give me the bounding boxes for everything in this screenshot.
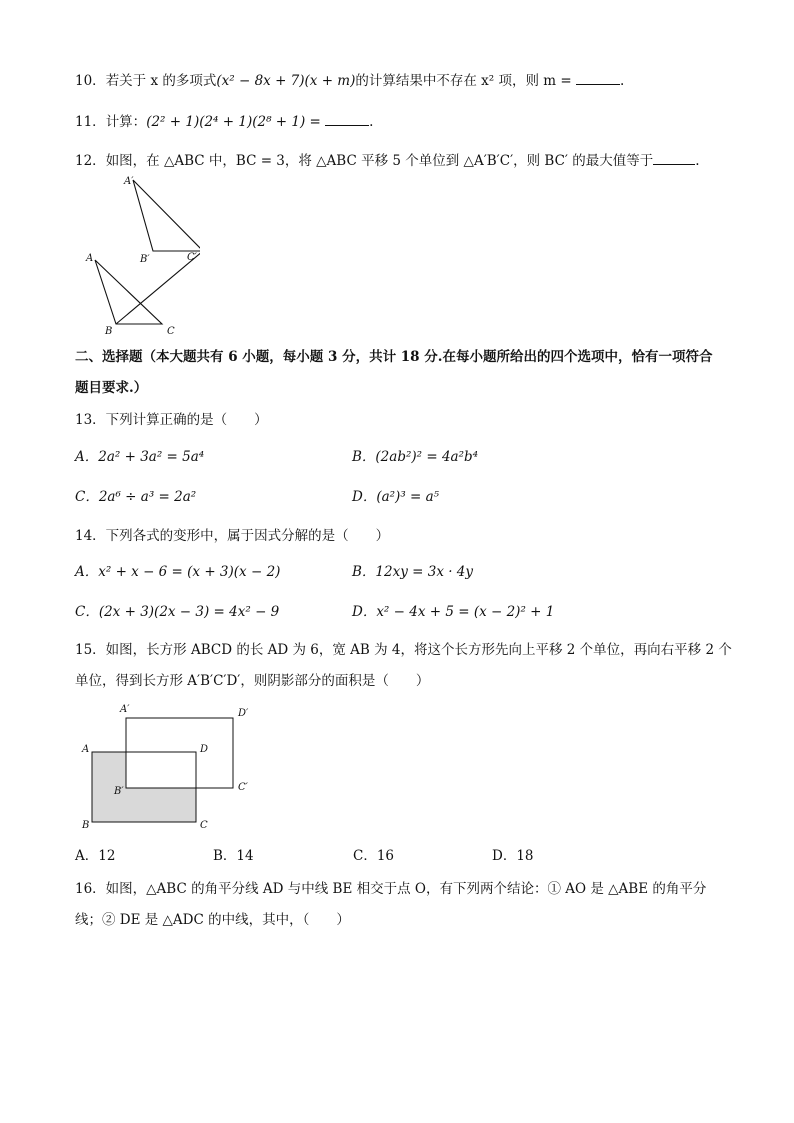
question-11: [75, 111, 373, 132]
q12-answer-blank[interactable]: [653, 150, 695, 165]
q10-end: .: [619, 73, 625, 89]
q12-end: .: [695, 153, 700, 169]
triangle-abc: [95, 260, 162, 324]
q13-option-b[interactable]: B．(2ab²)² = 4a²b⁴: [352, 449, 479, 465]
q14-option-a[interactable]: A．x² + x − 6 = (x + 3)(x − 2): [75, 564, 281, 580]
q11-end: .: [369, 114, 374, 130]
q12-text: 如图，在 △ABC 中，BC = 3，将 △ABC 平移 5 个单位到 △A′B′C′，则 BC′ 的最大值等于: [105, 153, 654, 169]
q15-option-d[interactable]: D．18: [492, 848, 534, 864]
q12-number: 12．: [75, 153, 106, 169]
question-14-stem: 14．下列各式的变形中，属于因式分解的是（ ）: [75, 528, 390, 544]
question-16-line-2: 线；② DE 是 △ADC 的中线，其中，（ ）: [75, 912, 350, 928]
question-13-stem: 13．下列计算正确的是（ ）: [75, 412, 268, 428]
question-16-line-1: 16．如图，△ABC 的角平分线 AD 与中线 BE 相交于点 O，有下列两个结论：① AO 是 △ABE 的角平分: [75, 881, 707, 897]
label-c-prime: C′: [187, 252, 197, 263]
q10-answer-blank[interactable]: [576, 70, 620, 85]
q13-option-c[interactable]: C．2a⁶ ÷ a³ = 2a²: [75, 489, 197, 505]
label-a: A: [82, 744, 90, 755]
q11-answer-blank[interactable]: [325, 111, 369, 126]
label-a-prime: A′: [124, 176, 134, 187]
label-a-prime: A′: [120, 704, 130, 715]
q11-number: 11．: [75, 114, 106, 130]
q11-pre: 计算：: [105, 114, 147, 130]
rectangle-a1b1c1d1: [126, 718, 233, 788]
q13-option-d[interactable]: D．(a²)³ = a⁵: [352, 489, 440, 505]
question-12: [75, 150, 700, 171]
label-b-prime: B′: [140, 254, 150, 265]
label-a: A: [86, 253, 94, 264]
label-d-prime: D′: [238, 708, 249, 719]
q10-expression: (x² − 8x + 7)(x + m): [216, 73, 356, 89]
question-15-line-2: 单位，得到长方形 A′B′C′D′，则阴影部分的面积是（ ）: [75, 673, 430, 689]
label-c: C: [200, 820, 208, 831]
question-10: [75, 70, 624, 91]
q10-number: 10．: [75, 73, 106, 89]
label-c-prime: C′: [238, 782, 248, 793]
label-c: C: [167, 326, 175, 337]
q14-option-c[interactable]: C．(2x + 3)(2x − 3) = 4x² − 9: [75, 604, 280, 620]
q15-rectangle-figure: [78, 700, 258, 835]
triangle-a1b1c1: [133, 180, 200, 251]
q15-option-b[interactable]: B．14: [213, 848, 254, 864]
label-b-prime: B′: [114, 786, 124, 797]
q13-option-a[interactable]: A．2a² + 3a² = 5a⁴: [75, 449, 205, 465]
label-b: B: [82, 820, 90, 831]
q12-translation-figure: [80, 172, 200, 342]
q14-option-b[interactable]: B．12xy = 3x · 4y: [352, 564, 474, 580]
section-2-heading-line-2: 题目要求.）: [75, 380, 148, 396]
label-b: B: [105, 326, 113, 337]
label-d: D: [200, 744, 209, 755]
q11-expression: (2² + 1)(2⁴ + 1)(2⁸ + 1) =: [146, 114, 321, 130]
question-15-line-1: 15．如图，长方形 ABCD 的长 AD 为 6，宽 AB 为 4，将这个长方形先向上平移 2 个单位，再向右平移 2 个: [75, 642, 732, 658]
section-2-heading-line-1: 二、选择题（本大题共有 6 小题，每小题 3 分，共计 18 分.在每小题所给出的四个选项中，恰有一项符合: [75, 349, 713, 365]
q10-pre: 若关于 x 的多项式: [105, 73, 217, 89]
q15-option-a[interactable]: A．12: [75, 848, 116, 864]
q15-option-c[interactable]: C．16: [353, 848, 395, 864]
q14-option-d[interactable]: D．x² − 4x + 5 = (x − 2)² + 1: [352, 604, 555, 620]
q10-post: 的计算结果中不存在 x² 项，则 m =: [355, 73, 572, 89]
